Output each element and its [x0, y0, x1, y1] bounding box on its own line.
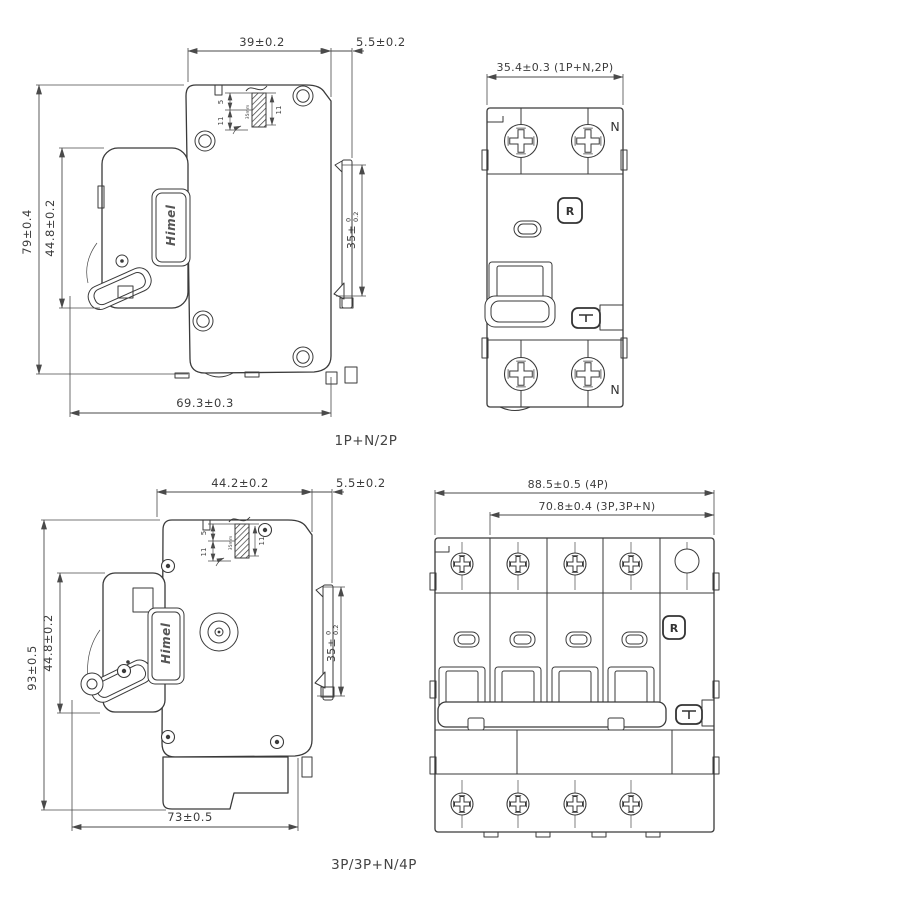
brand-logo: [148, 608, 184, 684]
dim-label: 35.4±0.3 (1P+N,2P): [496, 61, 614, 74]
phillips-screw-icon: [505, 125, 538, 158]
detail-note: 35mm: [246, 104, 251, 120]
brand-logo: [152, 189, 190, 266]
rail-foot: [345, 367, 357, 383]
reset-button: [663, 616, 685, 639]
dim-tol-lower: 0.2: [352, 211, 360, 222]
rail-clip-bottom: [334, 283, 344, 299]
dim-label: 93±0.5: [25, 645, 39, 691]
dim-tol-upper: 0: [324, 630, 333, 635]
rcd-hole: [675, 549, 699, 573]
dim-label: 70.8±0.4 (3P,3P+N): [538, 500, 656, 513]
din-rail: [334, 160, 357, 383]
bottom-extension: [163, 757, 288, 809]
dim-label: 44.8±0.2: [43, 199, 57, 257]
central-rivet: [200, 613, 238, 651]
lever-travel-arc: [87, 243, 97, 283]
phillips-screw-icon: [572, 358, 605, 391]
neutral-label-top: N: [610, 119, 620, 134]
bottom-feet: [175, 372, 337, 384]
phillips-screw-icon: [620, 553, 642, 575]
neutral-label-bottom: N: [610, 382, 620, 397]
reset-button-label: R: [669, 622, 679, 635]
dim-rail-offset: [320, 35, 406, 158]
phillips-screw-icon: [451, 553, 473, 575]
detail-dim-11-right: 11: [258, 536, 266, 546]
caption-1pn2p: 1P+N/2P: [334, 433, 398, 449]
phillips-screw-icon: [564, 793, 586, 815]
detail-dim-11-right: 11: [275, 105, 283, 115]
dim-tol-lower: 0.2: [332, 624, 340, 635]
rail-clip-bottom: [315, 672, 325, 688]
dim-label: 44.8±0.2: [41, 614, 55, 672]
phillips-screw-icon: [505, 358, 538, 391]
dim-label: 35±: [325, 637, 338, 663]
dim-width: [487, 61, 623, 105]
phillips-screw-icon: [451, 793, 473, 815]
phillips-screw-icon: [507, 793, 529, 815]
reset-button-label: R: [565, 205, 575, 218]
rail-hook-top: [335, 161, 342, 172]
detail-note: 35mm: [229, 535, 234, 551]
detail-dim-11: 11: [200, 547, 208, 557]
dim-rail-offset: [300, 476, 386, 583]
rail-hook-top: [316, 586, 323, 597]
phillips-screw-icon: [507, 553, 529, 575]
toggle-handle: [485, 262, 555, 327]
brand-logo-text: Himel: [164, 204, 178, 246]
indicator-window: [514, 221, 541, 237]
phillips-screw-icon: [564, 553, 586, 575]
side-view-3p4p: [25, 476, 386, 831]
detail-dim-5: 5: [217, 99, 225, 105]
dim-tol-upper: 0: [344, 217, 353, 222]
bottom-feet: [484, 832, 660, 837]
reset-button: [558, 198, 582, 223]
dim-label: 5.5±0.2: [356, 35, 406, 49]
side-view-1pn2p: [20, 35, 406, 417]
rail-foot: [302, 757, 312, 777]
phillips-screw-icon: [572, 125, 605, 158]
dim-width-3p: [490, 500, 714, 535]
dim-label: 88.5±0.5 (4P): [527, 478, 609, 491]
front-view-3p4p: [430, 478, 719, 837]
phillips-screw-icon: [620, 793, 642, 815]
front-view-1pn2p: [482, 61, 627, 411]
dim-label: 79±0.4: [20, 209, 34, 255]
dim-label: 73±0.5: [167, 810, 213, 824]
toggle-tie-bar: [438, 702, 666, 730]
dim-front-height: [43, 148, 104, 308]
dim-label: 35±: [345, 224, 358, 250]
dim-label: 69.3±0.3: [176, 396, 234, 410]
brand-logo-text: Himel: [159, 622, 173, 664]
detail-dim-11: 11: [217, 116, 225, 126]
dim-label: 44.2±0.2: [211, 476, 269, 490]
detail-dim-5: 5: [200, 530, 208, 536]
caption-3p4p: 3P/3P+N/4P: [331, 857, 417, 873]
breaker-body-front: [487, 108, 623, 407]
dim-label: 5.5±0.2: [336, 476, 386, 490]
dim-label: 39±0.2: [239, 35, 285, 49]
